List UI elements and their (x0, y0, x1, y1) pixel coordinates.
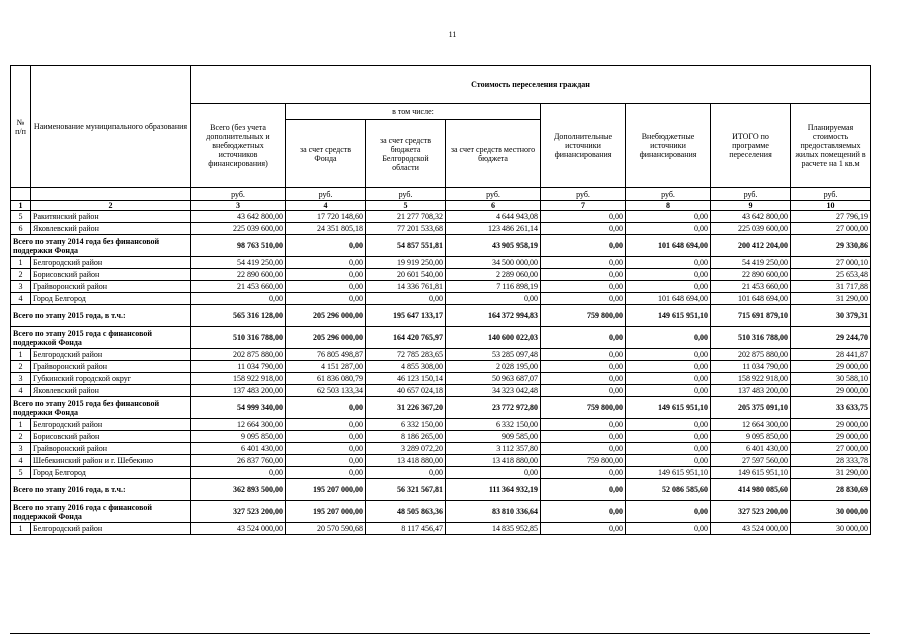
row-number: 1 (11, 419, 31, 431)
value-cell: 56 321 567,81 (366, 479, 446, 501)
value-cell: 31 290,00 (791, 467, 871, 479)
unit-cell: руб. (446, 188, 541, 201)
value-cell: 565 316 128,00 (191, 305, 286, 327)
value-cell: 0,00 (541, 467, 626, 479)
value-cell: 0,00 (541, 257, 626, 269)
value-cell: 0,00 (286, 443, 366, 455)
table-row (11, 467, 871, 479)
col-number: 6 (446, 201, 541, 211)
header-name: Наименование муниципального образования (31, 66, 191, 188)
municipality-name: Белгородский район (31, 349, 191, 361)
value-cell: 8 117 456,47 (366, 523, 446, 535)
table-total-row (11, 501, 871, 523)
value-cell: 25 653,48 (791, 269, 871, 281)
value-cell: 14 835 952,85 (446, 523, 541, 535)
value-cell: 29 000,00 (791, 385, 871, 397)
table-row (11, 281, 871, 293)
value-cell: 77 201 533,68 (366, 223, 446, 235)
value-cell: 0,00 (541, 431, 626, 443)
value-cell: 0,00 (541, 223, 626, 235)
row-number: 4 (11, 385, 31, 397)
row-number: 3 (11, 373, 31, 385)
value-cell: 30 000,00 (791, 523, 871, 535)
value-cell: 0,00 (626, 385, 711, 397)
value-cell: 0,00 (626, 455, 711, 467)
value-cell: 0,00 (541, 479, 626, 501)
value-cell: 0,00 (286, 419, 366, 431)
value-cell: 17 720 148,60 (286, 211, 366, 223)
col-number: 9 (711, 201, 791, 211)
value-cell: 101 648 694,00 (626, 235, 711, 257)
value-cell: 52 086 585,60 (626, 479, 711, 501)
unit-cell: руб. (791, 188, 871, 201)
value-cell: 12 664 300,00 (711, 419, 791, 431)
value-cell: 13 418 880,00 (446, 455, 541, 467)
value-cell: 0,00 (286, 235, 366, 257)
value-cell: 195 207 000,00 (286, 501, 366, 523)
value-cell: 327 523 200,00 (711, 501, 791, 523)
row-number: 3 (11, 281, 31, 293)
value-cell: 0,00 (446, 293, 541, 305)
value-cell: 0,00 (626, 501, 711, 523)
table-row (11, 419, 871, 431)
municipality-name: Борисовский район (31, 431, 191, 443)
value-cell: 23 772 972,80 (446, 397, 541, 419)
value-cell: 43 524 000,00 (711, 523, 791, 535)
table-total-row (11, 235, 871, 257)
value-cell: 54 999 340,00 (191, 397, 286, 419)
value-cell: 123 486 261,14 (446, 223, 541, 235)
value-cell: 50 963 687,07 (446, 373, 541, 385)
value-cell: 0,00 (626, 223, 711, 235)
value-cell: 6 332 150,00 (446, 419, 541, 431)
value-cell: 0,00 (541, 523, 626, 535)
col-number: 1 (11, 201, 31, 211)
table-total-row (11, 479, 871, 501)
value-cell: 0,00 (191, 293, 286, 305)
row-number: 5 (11, 467, 31, 479)
header-fund: за счет средств Фонда (286, 120, 366, 188)
value-cell: 149 615 951,10 (626, 305, 711, 327)
value-cell: 43 642 800,00 (191, 211, 286, 223)
value-cell: 9 095 850,00 (711, 431, 791, 443)
table-row (11, 385, 871, 397)
value-cell: 0,00 (286, 281, 366, 293)
total-label: Всего по этапу 2015 года, в т.ч.: (11, 305, 191, 327)
value-cell: 2 289 060,00 (446, 269, 541, 281)
unit-cell: руб. (626, 188, 711, 201)
row-number: 1 (11, 349, 31, 361)
value-cell: 27 597 560,00 (711, 455, 791, 467)
value-cell: 21 453 660,00 (711, 281, 791, 293)
header-additional: Дополнительные источники финансирования (541, 104, 626, 188)
table-row (11, 455, 871, 467)
municipality-name: Город Белгород (31, 293, 191, 305)
value-cell: 715 691 879,10 (711, 305, 791, 327)
row-number: 1 (11, 523, 31, 535)
value-cell: 137 483 200,00 (711, 385, 791, 397)
value-cell: 158 922 918,00 (191, 373, 286, 385)
value-cell: 34 323 042,48 (446, 385, 541, 397)
value-cell: 759 800,00 (541, 455, 626, 467)
value-cell: 40 657 024,18 (366, 385, 446, 397)
value-cell: 30 000,00 (791, 501, 871, 523)
total-label: Всего по этапу 2014 года без финансовой поддержки Фонда (11, 235, 191, 257)
municipality-name: Белгородский район (31, 257, 191, 269)
value-cell: 205 296 000,00 (286, 327, 366, 349)
table-row (11, 443, 871, 455)
unit-cell: руб. (286, 188, 366, 201)
total-label: Всего по этапу 2016 года, в т.ч.: (11, 479, 191, 501)
value-cell: 0,00 (541, 293, 626, 305)
value-cell: 31 717,88 (791, 281, 871, 293)
row-number: 3 (11, 443, 31, 455)
value-cell: 101 648 694,00 (711, 293, 791, 305)
value-cell: 0,00 (626, 327, 711, 349)
value-cell: 195 207 000,00 (286, 479, 366, 501)
table-row (11, 269, 871, 281)
value-cell: 362 893 500,00 (191, 479, 286, 501)
row-number: 4 (11, 293, 31, 305)
value-cell: 43 524 000,00 (191, 523, 286, 535)
value-cell: 0,00 (541, 235, 626, 257)
value-cell: 200 412 204,00 (711, 235, 791, 257)
resettlement-cost-table (10, 65, 871, 535)
municipality-name: Белгородский район (31, 523, 191, 535)
value-cell: 0,00 (541, 361, 626, 373)
table-row (11, 211, 871, 223)
value-cell: 195 647 133,17 (366, 305, 446, 327)
municipality-name: Ракитянский район (31, 211, 191, 223)
value-cell: 19 919 250,00 (366, 257, 446, 269)
value-cell: 0,00 (541, 269, 626, 281)
value-cell: 72 785 283,65 (366, 349, 446, 361)
value-cell: 27 000,00 (791, 443, 871, 455)
value-cell: 0,00 (366, 467, 446, 479)
value-cell: 28 333,78 (791, 455, 871, 467)
value-cell: 29 000,00 (791, 361, 871, 373)
value-cell: 0,00 (626, 361, 711, 373)
value-cell: 9 095 850,00 (191, 431, 286, 443)
municipality-name: Губкинский городской округ (31, 373, 191, 385)
value-cell: 0,00 (626, 431, 711, 443)
value-cell: 0,00 (541, 419, 626, 431)
value-cell: 0,00 (366, 293, 446, 305)
value-cell: 0,00 (446, 467, 541, 479)
value-cell: 0,00 (541, 373, 626, 385)
value-cell: 31 290,00 (791, 293, 871, 305)
row-number: 2 (11, 431, 31, 443)
value-cell: 54 419 250,00 (191, 257, 286, 269)
table-body (11, 211, 871, 535)
header-group-title: Стоимость переселения граждан (191, 66, 871, 104)
municipality-name: Борисовский район (31, 269, 191, 281)
value-cell: 0,00 (286, 257, 366, 269)
value-cell: 98 763 510,00 (191, 235, 286, 257)
value-cell: 0,00 (286, 269, 366, 281)
value-cell: 54 857 551,81 (366, 235, 446, 257)
value-cell: 0,00 (626, 269, 711, 281)
value-cell: 13 418 880,00 (366, 455, 446, 467)
value-cell: 149 615 951,10 (626, 467, 711, 479)
value-cell: 140 600 022,03 (446, 327, 541, 349)
value-cell: 202 875 880,00 (191, 349, 286, 361)
table-row (11, 361, 871, 373)
col-number: 4 (286, 201, 366, 211)
row-number: 1 (11, 257, 31, 269)
value-cell: 0,00 (541, 385, 626, 397)
value-cell: 29 000,00 (791, 431, 871, 443)
value-cell: 83 810 336,64 (446, 501, 541, 523)
value-cell: 43 642 800,00 (711, 211, 791, 223)
page-number: 11 (448, 30, 457, 39)
table-row (11, 523, 871, 535)
col-number: 3 (191, 201, 286, 211)
value-cell: 164 420 765,97 (366, 327, 446, 349)
value-cell: 149 615 951,10 (626, 397, 711, 419)
value-cell: 0,00 (626, 419, 711, 431)
value-cell: 0,00 (626, 373, 711, 385)
unit-cell: руб. (366, 188, 446, 201)
value-cell: 0,00 (626, 257, 711, 269)
value-cell: 101 648 694,00 (626, 293, 711, 305)
total-label: Всего по этапу 2015 года с финансовой поддержкой Фонда (11, 327, 191, 349)
table-row (11, 257, 871, 269)
value-cell: 164 372 994,83 (446, 305, 541, 327)
value-cell: 158 922 918,00 (711, 373, 791, 385)
value-cell: 21 453 660,00 (191, 281, 286, 293)
value-cell: 7 116 898,19 (446, 281, 541, 293)
value-cell: 76 805 498,87 (286, 349, 366, 361)
value-cell: 20 601 540,00 (366, 269, 446, 281)
value-cell: 205 375 091,10 (711, 397, 791, 419)
value-cell: 0,00 (286, 431, 366, 443)
value-cell: 43 905 958,19 (446, 235, 541, 257)
value-cell: 0,00 (191, 467, 286, 479)
row-number: 2 (11, 269, 31, 281)
value-cell: 30 379,31 (791, 305, 871, 327)
value-cell: 12 664 300,00 (191, 419, 286, 431)
value-cell: 909 585,00 (446, 431, 541, 443)
value-cell: 6 401 430,00 (191, 443, 286, 455)
value-cell: 29 000,00 (791, 419, 871, 431)
value-cell: 28 441,87 (791, 349, 871, 361)
value-cell: 137 483 200,00 (191, 385, 286, 397)
header-region: за счет средств бюджета Белгородской области (366, 120, 446, 188)
value-cell: 62 503 133,34 (286, 385, 366, 397)
value-cell: 26 837 760,00 (191, 455, 286, 467)
value-cell: 0,00 (626, 443, 711, 455)
municipality-name: Грайворонский район (31, 443, 191, 455)
value-cell: 225 039 600,00 (711, 223, 791, 235)
value-cell: 3 112 357,80 (446, 443, 541, 455)
value-cell: 0,00 (286, 397, 366, 419)
table-row (11, 373, 871, 385)
value-cell: 0,00 (626, 349, 711, 361)
header-local: за счет средств местного бюджета (446, 120, 541, 188)
value-cell: 111 364 932,19 (446, 479, 541, 501)
col-number: 2 (31, 201, 191, 211)
value-cell: 31 226 367,20 (366, 397, 446, 419)
value-cell: 202 875 880,00 (711, 349, 791, 361)
value-cell: 20 570 590,68 (286, 523, 366, 535)
table-row (11, 223, 871, 235)
row-number: 5 (11, 211, 31, 223)
header-offbudget: Внебюджетные источники финансирования (626, 104, 711, 188)
value-cell: 0,00 (541, 443, 626, 455)
table-row (11, 431, 871, 443)
header-total: Всего (без учета дополнительных и внебюджетных источников финансирования) (191, 104, 286, 188)
municipality-name: Город Белгород (31, 467, 191, 479)
value-cell: 3 289 072,20 (366, 443, 446, 455)
value-cell: 11 034 790,00 (191, 361, 286, 373)
col-number: 7 (541, 201, 626, 211)
value-cell: 54 419 250,00 (711, 257, 791, 269)
value-cell: 61 836 080,79 (286, 373, 366, 385)
municipality-name: Шебекинский район и г. Шебекино (31, 455, 191, 467)
col-number: 5 (366, 201, 446, 211)
value-cell: 6 332 150,00 (366, 419, 446, 431)
unit-cell: руб. (711, 188, 791, 201)
municipality-name: Грайворонский район (31, 361, 191, 373)
value-cell: 28 830,69 (791, 479, 871, 501)
value-cell: 53 285 097,48 (446, 349, 541, 361)
value-cell: 29 330,86 (791, 235, 871, 257)
value-cell: 29 244,70 (791, 327, 871, 349)
municipality-name: Яковлевский район (31, 385, 191, 397)
value-cell: 8 186 265,00 (366, 431, 446, 443)
row-number: 4 (11, 455, 31, 467)
value-cell: 0,00 (626, 523, 711, 535)
value-cell: 33 633,75 (791, 397, 871, 419)
header-planned: Планируемая стоимость предоставляемых жилых помещений в расчете на 1 кв.м (791, 104, 871, 188)
row-number: 6 (11, 223, 31, 235)
value-cell: 21 277 708,32 (366, 211, 446, 223)
value-cell: 0,00 (541, 349, 626, 361)
value-cell: 2 028 195,00 (446, 361, 541, 373)
value-cell: 4 644 943,08 (446, 211, 541, 223)
value-cell: 225 039 600,00 (191, 223, 286, 235)
table-total-row (11, 397, 871, 419)
value-cell: 14 336 761,81 (366, 281, 446, 293)
value-cell: 0,00 (286, 455, 366, 467)
unit-cell: руб. (541, 188, 626, 201)
value-cell: 27 000,00 (791, 223, 871, 235)
value-cell: 6 401 430,00 (711, 443, 791, 455)
value-cell: 149 615 951,10 (711, 467, 791, 479)
value-cell: 759 800,00 (541, 305, 626, 327)
value-cell: 205 296 000,00 (286, 305, 366, 327)
col-number: 10 (791, 201, 871, 211)
total-label: Всего по этапу 2015 года без финансовой поддержки Фонда (11, 397, 191, 419)
value-cell: 30 588,10 (791, 373, 871, 385)
value-cell: 759 800,00 (541, 397, 626, 419)
value-cell: 27 000,10 (791, 257, 871, 269)
unit-cell: руб. (191, 188, 286, 201)
municipality-name: Белгородский район (31, 419, 191, 431)
table-row (11, 293, 871, 305)
municipality-name: Яковлевский район (31, 223, 191, 235)
value-cell: 0,00 (286, 293, 366, 305)
value-cell: 510 316 788,00 (191, 327, 286, 349)
value-cell: 22 890 600,00 (191, 269, 286, 281)
table-row (11, 349, 871, 361)
value-cell: 11 034 790,00 (711, 361, 791, 373)
value-cell: 27 796,19 (791, 211, 871, 223)
value-cell: 0,00 (626, 211, 711, 223)
col-number: 8 (626, 201, 711, 211)
value-cell: 24 351 805,18 (286, 223, 366, 235)
row-number: 2 (11, 361, 31, 373)
value-cell: 327 523 200,00 (191, 501, 286, 523)
value-cell: 0,00 (541, 327, 626, 349)
table-total-row (11, 305, 871, 327)
value-cell: 510 316 788,00 (711, 327, 791, 349)
header-subgroup: в том числе: (286, 104, 541, 120)
municipality-name: Грайворонский район (31, 281, 191, 293)
value-cell: 4 151 287,00 (286, 361, 366, 373)
value-cell: 414 980 085,60 (711, 479, 791, 501)
table-total-row (11, 327, 871, 349)
value-cell: 0,00 (626, 281, 711, 293)
value-cell: 34 500 000,00 (446, 257, 541, 269)
total-label: Всего по этапу 2016 года с финансовой поддержкой Фонда (11, 501, 191, 523)
value-cell: 22 890 600,00 (711, 269, 791, 281)
header-itogo: ИТОГО по программе переселения (711, 104, 791, 188)
divider (10, 633, 870, 634)
header-num: № п/п (11, 66, 31, 188)
value-cell: 48 505 863,36 (366, 501, 446, 523)
value-cell: 0,00 (286, 467, 366, 479)
value-cell: 46 123 150,14 (366, 373, 446, 385)
value-cell: 4 855 308,00 (366, 361, 446, 373)
value-cell: 0,00 (541, 501, 626, 523)
value-cell: 0,00 (541, 281, 626, 293)
value-cell: 0,00 (541, 211, 626, 223)
